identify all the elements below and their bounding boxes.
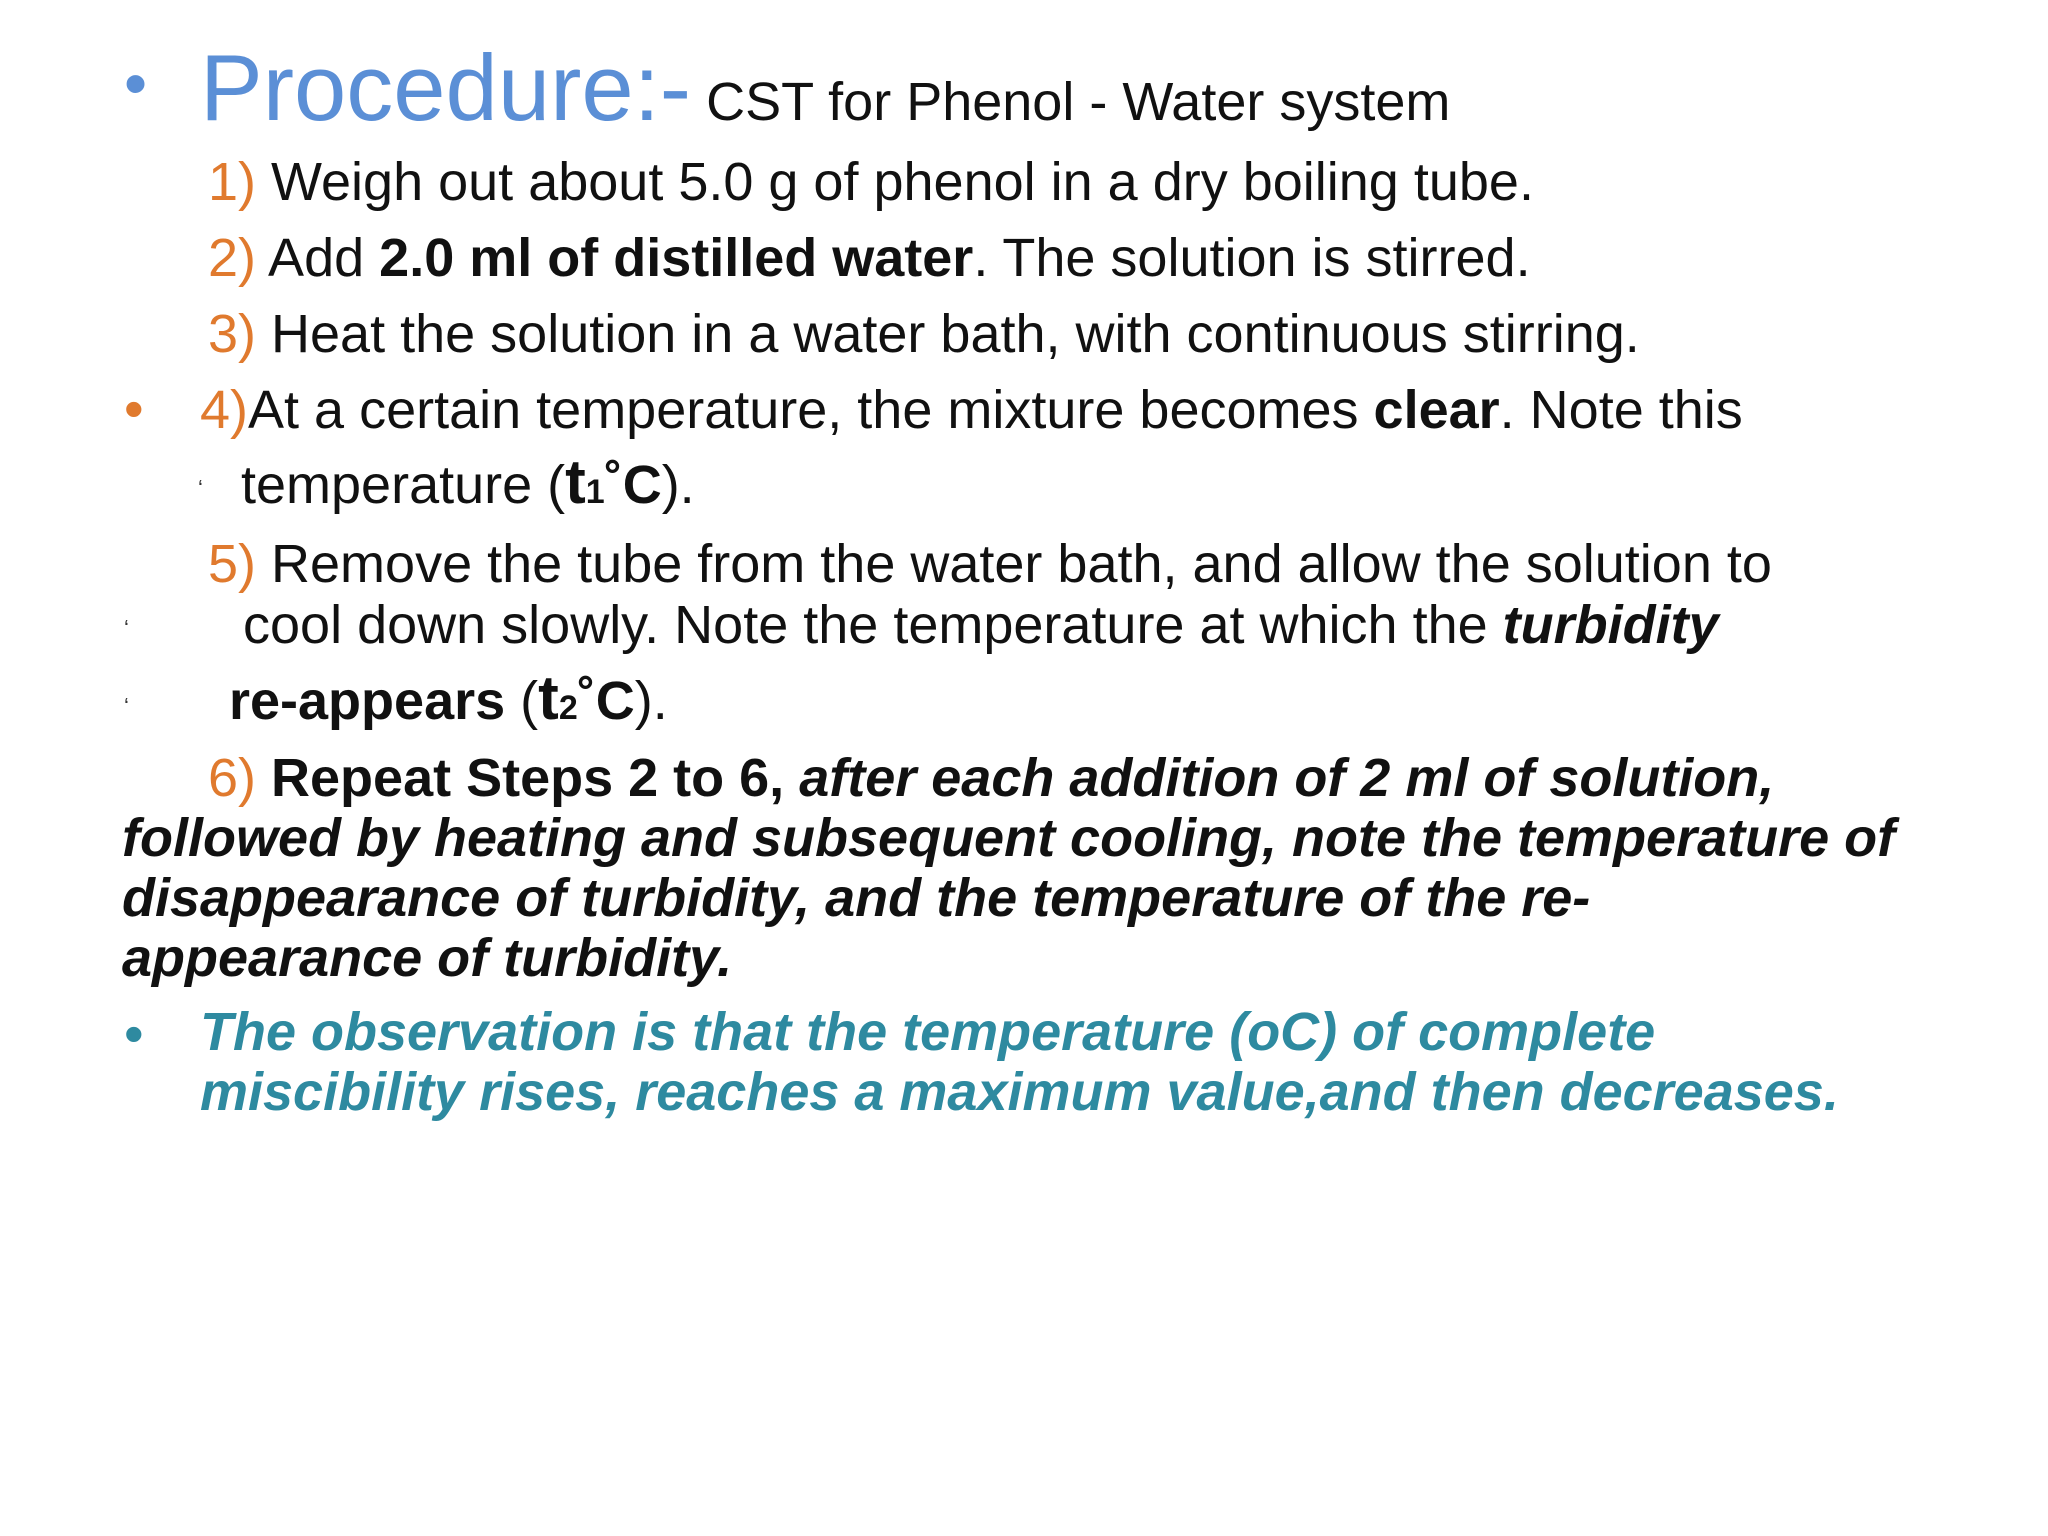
- t1-symbol: t: [565, 448, 586, 517]
- step-6-line-1: [208, 747, 1774, 809]
- step-4-bullet: •: [124, 377, 144, 440]
- step-4-line2-post: ).: [661, 455, 695, 515]
- step-4-line-2: [241, 448, 695, 523]
- header-bullet: •: [124, 46, 148, 120]
- step-5-line-1: [208, 533, 1772, 595]
- t1-degree: ˚C: [604, 455, 662, 515]
- t2-degree: ˚C: [577, 671, 635, 731]
- step-5-line3-post: ).: [634, 671, 668, 731]
- tick-mark: ʻ: [124, 616, 129, 641]
- step-6-line-3: disappearance of turbidity, and the temperature of the re-: [122, 868, 1591, 928]
- observation-line-2: miscibility rises, reaches a maximum value,and then decreases.: [200, 1062, 1839, 1122]
- step-2-post: . The solution is stirred.: [973, 228, 1531, 288]
- step-4-line2-pre: temperature (: [241, 455, 566, 515]
- step-5-turbidity: turbidity: [1502, 595, 1719, 655]
- step-5-reappears: re-appears: [229, 671, 506, 731]
- t2-subscript: 2: [558, 689, 578, 727]
- page-title: Procedure:-: [200, 35, 692, 140]
- step-3: [208, 303, 1640, 365]
- step-3-number: 3): [208, 304, 257, 364]
- tick-mark: ʻ: [124, 694, 129, 719]
- step-1-number: 1): [208, 152, 257, 212]
- step-1-text: Weigh out about 5.0 g of phenol in a dry boiling tube.: [271, 152, 1534, 212]
- step-1: [208, 151, 1534, 213]
- tick-mark: ʻ: [198, 476, 203, 501]
- step-3-text: Heat the solution in a water bath, with continuous stirring.: [271, 304, 1640, 364]
- step-5-line1: Remove the tube from the water bath, and allow the solution to: [271, 534, 1772, 594]
- step-5-line-3: [229, 664, 668, 739]
- observation-line-1: The observation is that the temperature (oC) of complete: [200, 1002, 1656, 1062]
- step-6-line-2: followed by heating and subsequent cooling, note the temperature of: [122, 808, 1896, 868]
- step-4-bold: clear: [1373, 380, 1500, 440]
- t2-symbol: t: [538, 664, 559, 733]
- step-2-number: 2): [208, 228, 257, 288]
- step-5-open: (: [505, 671, 539, 731]
- step-6-bold: Repeat Steps 2 to 6,: [271, 748, 785, 808]
- step-5-line2-pre: cool down slowly. Note the temperature at which the: [243, 595, 1488, 655]
- step-6-line-4: appearance of turbidity.: [122, 928, 733, 988]
- step-2-pre: Add: [268, 228, 365, 288]
- step-5-number: 5): [208, 534, 257, 594]
- step-5-line-2: [243, 594, 1719, 656]
- page-subtitle: CST for Phenol - Water system: [706, 72, 1451, 132]
- observation-bullet: •: [124, 1002, 144, 1065]
- step-6-number: 6): [208, 748, 257, 808]
- step-2-bold: 2.0 ml of distilled water: [379, 228, 974, 288]
- step-4-line-1: [200, 379, 1743, 441]
- step-2: [208, 227, 1531, 289]
- step-4-pre: At a certain temperature, the mixture becomes: [248, 380, 1359, 440]
- header-line: [200, 35, 1451, 150]
- step-6-line1-italic: after each addition of 2 ml of solution,: [799, 748, 1775, 808]
- step-4-post: . Note this: [1499, 380, 1743, 440]
- step-4-number: 4): [200, 380, 249, 440]
- t1-subscript: 1: [585, 473, 605, 511]
